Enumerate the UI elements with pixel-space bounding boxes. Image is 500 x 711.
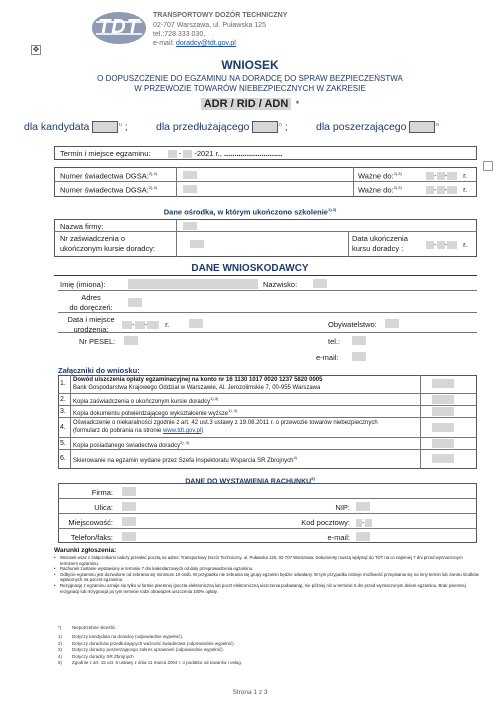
att-check-2[interactable] [432,395,454,404]
att-num-4: 4. [60,424,66,431]
invoice-phone-label: Telefon/faks: [70,533,113,542]
att-text-5: Kopia posiadanego świadectwa doradcy$^{2), 3)}$ [73,440,190,449]
dgsa-valid-label-2: Ważne do:$^{2),3)}$ [358,185,402,195]
att-rule-3 [58,417,477,418]
form-subtitle-1: O DOPUSZCZENIE DO EGZAMINU NA DORADCĘ DO SPRAW BEZPIECZEŃSTWA [97,74,403,83]
invoice-firm-input[interactable] [122,487,136,496]
tel-input[interactable] [352,336,366,345]
exam-year: -2021 r., [194,149,222,158]
footnote: 1) Dotyczy kandydata na doradcę (odpowiednie wypełnić). [58,634,184,640]
type-kandydata-sup: 1) [118,121,122,127]
form-subtitle-3 [0,94,500,112]
training-end-day[interactable] [426,241,434,249]
scope-star: * [295,99,300,109]
invoice-nip-input[interactable] [356,502,370,511]
att-check-6[interactable] [432,454,454,463]
att-rule-1 [58,393,477,394]
invoice-nip-label: NIP: [335,503,350,512]
footnote: 2) Dotyczy doradców przedłużających ważność świadectwa (odpowiednie wypełnić). [58,640,235,646]
pesel-input[interactable] [124,336,138,345]
applicant-rule-2 [58,312,477,313]
dgsa-num-label-2: Numer świadectwa DGSA:$^{2),3)}$ [60,185,158,195]
att-rule-4 [58,437,477,438]
first-name-label: Imię (imiona): [60,280,106,289]
email-label-applicant: e-mail: [316,353,339,362]
invoice-city-label: Miejscowość: [68,518,113,527]
conditions-list [54,555,480,594]
att-rule-2 [58,405,477,406]
tdt-link[interactable]: www.tdt.gov.pl [163,428,202,434]
type-przedluz-checkbox[interactable] [252,121,278,133]
dgsa-valid-date-1: - - r. [426,171,467,180]
invoice-rule-1 [58,498,477,499]
att-rule-5 [58,449,477,450]
type-przedluz-sup: 2) [278,121,282,127]
att-num-3: 3. [60,408,66,415]
training-vdivider-1 [176,219,177,257]
footnote: 4) Dotyczy doradcy SR Zbrojnych [58,653,134,659]
condition-item: • Rezygnację z egzaminu uznaje się tylko w formie pisemnej (poczta elektroniczną lub poczt elektroniczną uiszczenia podawaną), nie później niż w terminie 5 dni przed wyznaczonym dniem egzaminu. Brak pisemnej rezygnacji lub rezygnacja po tym terminie rodzi obowiązek uiszczenia 100% opłaty. [54,582,466,594]
applicant-heading-rule [54,275,477,276]
birth-month[interactable] [135,321,145,329]
sep-2: ; [284,121,288,133]
invoice-postal-input[interactable]: - [356,518,372,527]
side-marker-box [483,161,493,171]
footnote: *) Niepotrzebne skreślić. [58,625,117,630]
birth-year[interactable] [147,321,159,329]
applicant-rule-3 [58,332,477,333]
page-number: Strona 1 z 3 [232,689,268,696]
att-check-5[interactable] [432,439,454,448]
exam-dash: - [178,149,182,158]
birth-label: Data i miejsce urodzenia: [67,315,115,334]
invoice-street-label: Ulica: [94,503,113,512]
type-poszerz-checkbox[interactable] [409,121,435,133]
att-text-4: Oświadczenie o niekaralności zgodnie z art. 42 ust.3 ustawy z 19.08.2011 r. o przewozie towarów niebezpiecznych (formularz do pobrania na stronie www.tdt.gov.pl) [73,420,378,434]
dgsa-valid-month-2[interactable] [437,186,445,194]
type-poszerz-label: dla poszerzającego [316,121,407,133]
training-cert-input[interactable] [190,240,204,248]
attachments-col-2 [420,375,421,469]
applicant-rule-1 [58,290,477,291]
birth-place-input[interactable] [189,319,203,328]
training-end-month[interactable] [437,241,445,249]
training-cert-label: Nr zaświadczenia o ukończonym kursie doradcy: [60,234,156,253]
type-przedluz-label: dla przedłużającego [156,121,250,133]
training-divider [54,231,477,232]
att-num-2: 2. [60,396,66,403]
attachments-col-1 [70,375,71,469]
training-firm-input[interactable] [183,222,197,230]
tel-label: tel.: [328,337,341,346]
att-num-6: 6. [60,455,66,462]
att-text-6: Skierowanie na egzamin wydane przez Szefa Inspektoratu Wsparcia SR Zbrojnych$^{4)}$ [73,455,298,464]
type-kandydata [24,121,128,133]
org-email-row [153,40,236,47]
invoice-heading: DANE DO WYSTAWIENIA RACHUNKU$^{5)}$ [185,476,315,486]
move-handle-icon[interactable]: ✥ [32,45,40,54]
att-check-3[interactable] [432,407,454,416]
form-subtitle-2: W PRZEWOZIE TOWARÓW NIEBEZPIECZNYCH W ZAKRESIE [134,84,366,93]
logo-text: TDT [98,16,140,38]
condition-item: • Rachunek zostanie wystawiony w terminie 7 dni kalendarzowych od daty przeprowadzenia egzaminu. [54,566,254,572]
training-end-year[interactable] [447,241,457,249]
form-title: WNIOSEK [221,58,279,72]
att-check-4[interactable] [432,423,454,432]
invoice-postal-label: Kod pocztowy: [301,518,350,527]
invoice-firm-label: Firma: [91,488,113,497]
training-firm-label: Nazwa firmy: [60,222,104,231]
exam-row [60,149,282,158]
applicant-heading: DANE WNIOSKODAWCY [191,263,309,274]
type-kandydata-checkbox[interactable] [92,121,118,133]
dgsa-valid-date-2: - - r. [426,185,467,194]
last-name-input[interactable] [313,279,327,288]
type-kandydata-label: dla kandydata [24,121,90,133]
att-text-2: Kopia zaświadczenia o ukończonym kursie doradcy$^{1),3)}$ [73,396,219,405]
dgsa-divider [54,181,477,182]
invoice-phone-input[interactable] [122,532,136,541]
org-name: TRANSPORTOWY DOZÓR TECHNICZNY [153,12,288,19]
footnote: 3) Dotyczy doradcy poszerzającego zakres uprawnień (odpowiednie wypełnić). [58,647,224,653]
dgsa-valid-month-1[interactable] [437,172,445,180]
first-name-input[interactable] [128,279,258,289]
dgsa-num-label-1: Numer świadectwa DGSA:$^{2),3)}$ [60,171,158,181]
invoice-city-input[interactable] [122,517,136,526]
last-name-label: Nazwisko: [263,280,298,289]
dgsa-vdivider-2 [353,167,354,197]
tdt-logo [92,12,146,44]
sep-1: ; [124,121,128,133]
address-label: Adres do doręczeń: [69,293,113,312]
condition-item: • Odbycie egzaminu jest dozwolone od zebrania się minimum 10 osób. W przypadku nie zebrania się grupy egzamin będzie odwołany. W tym przypadku istnieje możliwość przepisania się na inny termin lub zwrotu środków wpłaconych na poczet egzaminu. [54,571,479,583]
dgsa-num-input-2[interactable] [183,185,197,193]
exam-label: Termin i miejsce egzaminu: [60,149,151,158]
invoice-rule-3 [58,528,477,529]
dgsa-valid-year-2[interactable] [447,186,457,194]
type-poszerzajacego [316,121,439,133]
training-vdivider-2 [348,231,349,257]
exam-month-input[interactable] [183,150,192,158]
att-num-1: 1. [60,380,66,387]
type-przedluzajacego [156,121,288,133]
org-email-link[interactable]: doradcy@tdt.gov.pl [175,40,236,47]
pesel-label: Nr PESEL: [79,337,116,346]
birth-day[interactable] [122,321,132,329]
dgsa-valid-day-2[interactable] [426,186,434,194]
training-end-date: - - r. [426,240,467,249]
dgsa-valid-label-1: Ważne do:$^{2),3)}$ [358,171,402,181]
dgsa-valid-day-1[interactable] [426,172,434,180]
training-end-label: Data ukończenia kursu doradcy : [352,234,408,253]
dgsa-valid-year-1[interactable] [447,172,457,180]
footnote: 5) Zgodnie z art. 15 ust. 6 ustawy z dnia 11 marca 2004 r. o podatku od towarów i usług. [58,660,243,666]
email-input[interactable] [352,352,366,361]
footnotes [58,625,242,666]
attachments-heading: Załączniki do wniosku: [58,366,140,375]
condition-item: • Wniosek wraz z załącznikami należy przesłać pocztą na adres: Transportowy Dozór Techniczny, ul. Puławska 125, 02-707 Warszawa. Dokumenty muszą wpłynąć do TDT na co najmniej 7 dni przed wyznaczonym terminem egzaminu. [54,555,463,566]
invoice-rule-2 [58,513,477,514]
invoice-email-label: e-mail: [327,533,350,542]
org-phone: tel.:728 333 030, [153,31,206,38]
att-text-3: Kopia dokumentu potwierdzającego wykształcenie wyższe$^{1), 3)}$ [73,408,238,417]
dgsa-vdivider-1 [176,167,177,197]
conditions-heading: Warunki zgłoszenia: [54,547,117,554]
address-input[interactable] [128,298,142,307]
dgsa-num-input-1[interactable] [183,171,197,179]
training-heading: Dane ośrodka, w którym ukończono szkolenie$^{1),3)}$ [163,207,337,217]
exam-day-input[interactable] [168,150,177,158]
email-label: e-mail: [153,40,175,47]
org-address: 02-707 Warszawa, ul. Puławska 125 [153,22,266,29]
att-text-1: Dowód uiszczenia opłaty egzaminacyjnej na konto nr 16 1130 1017 0020 1237 5820 0005 Bank Gospodarstwa Krajowego Oddział w Warszawie, Al. Jerozolimskie 7, 00-955 Warszawa [73,377,323,391]
type-poszerz-sup: 3) [435,121,439,127]
birth-date: - - r. [122,320,169,329]
exam-place-field[interactable]: ............................ [223,149,283,158]
invoice-email-input[interactable] [356,532,370,541]
scope-selector[interactable]: ADR / RID / ADN [201,98,292,110]
att-check-1[interactable] [432,379,454,388]
citizenship-input[interactable] [385,319,399,328]
att-num-5: 5. [60,440,66,447]
invoice-street-input[interactable] [122,502,136,511]
citizenship-label: Obywatelstwo: [328,320,377,329]
